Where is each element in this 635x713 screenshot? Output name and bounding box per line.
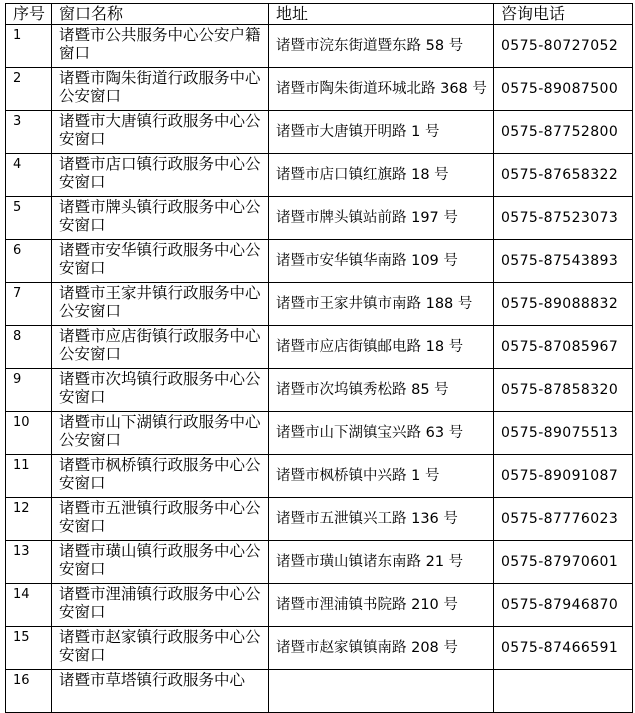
table-row bbox=[6, 197, 633, 240]
address: 诸暨市五泄镇兴工路 136 号 bbox=[269, 498, 494, 541]
table-row bbox=[6, 412, 633, 455]
address bbox=[269, 670, 494, 713]
phone-number bbox=[494, 670, 633, 713]
address: 诸暨市牌头镇站前路 197 号 bbox=[269, 197, 494, 240]
phone-number: 0575-87946870 bbox=[494, 584, 633, 627]
window-name: 诸暨市店口镇行政服务中心公安窗口 bbox=[52, 154, 269, 197]
address: 诸暨市大唐镇开明路 1 号 bbox=[269, 111, 494, 154]
window-name: 诸暨市次坞镇行政服务中心公安窗口 bbox=[52, 369, 269, 412]
table-row bbox=[6, 111, 633, 154]
window-name: 诸暨市璜山镇行政服务中心公安窗口 bbox=[52, 541, 269, 584]
window-name: 诸暨市五泄镇行政服务中心公安窗口 bbox=[52, 498, 269, 541]
phone-number: 0575-87752800 bbox=[494, 111, 633, 154]
address: 诸暨市陶朱街道环城北路 368 号 bbox=[269, 68, 494, 111]
address: 诸暨市安华镇华南路 109 号 bbox=[269, 240, 494, 283]
window-name: 诸暨市牌头镇行政服务中心公安窗口 bbox=[52, 197, 269, 240]
service-window-table bbox=[5, 3, 633, 713]
row-number: 15 bbox=[6, 627, 52, 670]
table-row bbox=[6, 584, 633, 627]
window-name: 诸暨市赵家镇行政服务中心公安窗口 bbox=[52, 627, 269, 670]
window-name: 诸暨市陶朱街道行政服务中心公安窗口 bbox=[52, 68, 269, 111]
row-number: 9 bbox=[6, 369, 52, 412]
phone-number: 0575-89087500 bbox=[494, 68, 633, 111]
address: 诸暨市浣东街道暨东路 58 号 bbox=[269, 25, 494, 68]
header-address: 地址 bbox=[269, 4, 494, 25]
table-header-row bbox=[6, 4, 633, 25]
table-row bbox=[6, 154, 633, 197]
window-name: 诸暨市公共服务中心公安户籍窗口 bbox=[52, 25, 269, 68]
row-number: 16 bbox=[6, 670, 52, 713]
phone-number: 0575-89075513 bbox=[494, 412, 633, 455]
phone-number: 0575-89088832 bbox=[494, 283, 633, 326]
row-number: 2 bbox=[6, 68, 52, 111]
table-row bbox=[6, 68, 633, 111]
row-number: 7 bbox=[6, 283, 52, 326]
phone-number: 0575-87523073 bbox=[494, 197, 633, 240]
header-no: 序号 bbox=[6, 4, 52, 25]
row-number: 1 bbox=[6, 25, 52, 68]
table-row bbox=[6, 670, 633, 713]
table-row bbox=[6, 541, 633, 584]
window-name: 诸暨市枫桥镇行政服务中心公安窗口 bbox=[52, 455, 269, 498]
phone-number: 0575-80727052 bbox=[494, 25, 633, 68]
phone-number: 0575-87466591 bbox=[494, 627, 633, 670]
address: 诸暨市枫桥镇中兴路 1 号 bbox=[269, 455, 494, 498]
phone-number: 0575-87085967 bbox=[494, 326, 633, 369]
table-row bbox=[6, 25, 633, 68]
address: 诸暨市应店街镇邮电路 18 号 bbox=[269, 326, 494, 369]
table-row bbox=[6, 498, 633, 541]
row-number: 8 bbox=[6, 326, 52, 369]
window-name: 诸暨市王家井镇行政服务中心公安窗口 bbox=[52, 283, 269, 326]
phone-number: 0575-87658322 bbox=[494, 154, 633, 197]
address: 诸暨市王家井镇市南路 188 号 bbox=[269, 283, 494, 326]
window-name: 诸暨市大唐镇行政服务中心公安窗口 bbox=[52, 111, 269, 154]
address: 诸暨市次坞镇秀松路 85 号 bbox=[269, 369, 494, 412]
row-number: 10 bbox=[6, 412, 52, 455]
row-number: 12 bbox=[6, 498, 52, 541]
phone-number: 0575-89091087 bbox=[494, 455, 633, 498]
table-row bbox=[6, 283, 633, 326]
row-number: 6 bbox=[6, 240, 52, 283]
phone-number: 0575-87970601 bbox=[494, 541, 633, 584]
address: 诸暨市赵家镇镇南路 208 号 bbox=[269, 627, 494, 670]
table-row bbox=[6, 240, 633, 283]
window-name: 诸暨市山下湖镇行政服务中心公安窗口 bbox=[52, 412, 269, 455]
address: 诸暨市山下湖镇宝兴路 63 号 bbox=[269, 412, 494, 455]
table-body bbox=[6, 25, 633, 713]
row-number: 3 bbox=[6, 111, 52, 154]
window-name: 诸暨市浬浦镇行政服务中心公安窗口 bbox=[52, 584, 269, 627]
table-row bbox=[6, 369, 633, 412]
phone-number: 0575-87543893 bbox=[494, 240, 633, 283]
window-name: 诸暨市应店街镇行政服务中心公安窗口 bbox=[52, 326, 269, 369]
table-row bbox=[6, 326, 633, 369]
window-name: 诸暨市草塔镇行政服务中心 bbox=[52, 670, 269, 713]
address: 诸暨市浬浦镇书院路 210 号 bbox=[269, 584, 494, 627]
header-phone: 咨询电话 bbox=[494, 4, 633, 25]
phone-number: 0575-87776023 bbox=[494, 498, 633, 541]
window-name: 诸暨市安华镇行政服务中心公安窗口 bbox=[52, 240, 269, 283]
header-name: 窗口名称 bbox=[52, 4, 269, 25]
row-number: 13 bbox=[6, 541, 52, 584]
address: 诸暨市店口镇红旗路 18 号 bbox=[269, 154, 494, 197]
address: 诸暨市璜山镇诸东南路 21 号 bbox=[269, 541, 494, 584]
row-number: 11 bbox=[6, 455, 52, 498]
table-row bbox=[6, 455, 633, 498]
row-number: 5 bbox=[6, 197, 52, 240]
phone-number: 0575-87858320 bbox=[494, 369, 633, 412]
row-number: 4 bbox=[6, 154, 52, 197]
row-number: 14 bbox=[6, 584, 52, 627]
table-row bbox=[6, 627, 633, 670]
